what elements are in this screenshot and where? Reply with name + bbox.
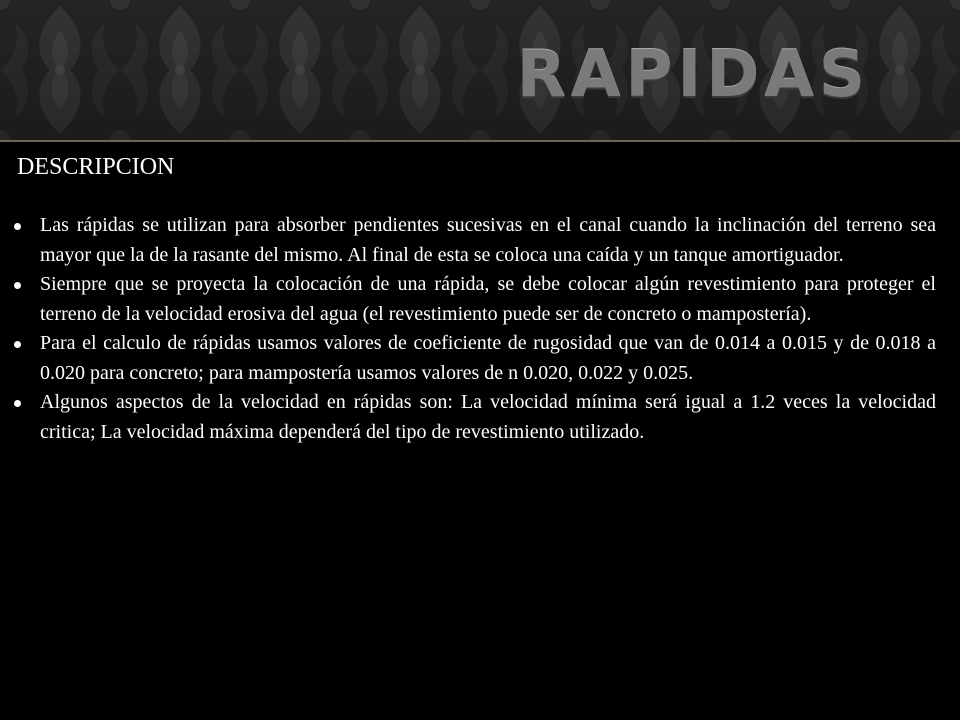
- bullet-text: Algunos aspectos de la velocidad en rápidas son: La velocidad mínima será igual a 1.2 veces la velocidad critica; La velocidad máxima dependerá del tipo de revestimiento utilizado.: [40, 391, 936, 443]
- header-divider: [0, 140, 960, 142]
- damask-header-banner: [0, 0, 960, 140]
- bullet-icon: [14, 282, 21, 289]
- bullet-text: Para el calculo de rápidas usamos valores de coeficiente de rugosidad que van de 0.014 a 0.015 y de 0.018 a 0.020 para concreto; para mampostería usamos valores de n 0.020, 0.022 y 0.025.: [40, 332, 936, 384]
- bullet-item: [12, 211, 936, 270]
- bullet-text: Las rápidas se utilizan para absorber pendientes sucesivas en el canal cuando la inclinación del terreno sea mayor que la de la rasante del mismo. Al final de esta se coloca una caída y un tanque amortiguador.: [40, 214, 936, 266]
- slide-title: RAPIDAS: [516, 38, 870, 112]
- bullet-item: [12, 270, 936, 329]
- bullet-item: [12, 388, 936, 447]
- bullet-icon: [14, 223, 21, 230]
- bullet-text: Siempre que se proyecta la colocación de una rápida, se debe colocar algún revestimiento para proteger el terreno de la velocidad erosiva del agua (el revestimiento puede ser de concreto o mampostería).: [40, 273, 936, 325]
- section-heading: DESCRIPCION: [17, 154, 175, 180]
- bullet-icon: [14, 341, 21, 348]
- bullet-icon: [14, 400, 21, 407]
- bullet-list: [12, 211, 936, 447]
- bullet-item: [12, 329, 936, 388]
